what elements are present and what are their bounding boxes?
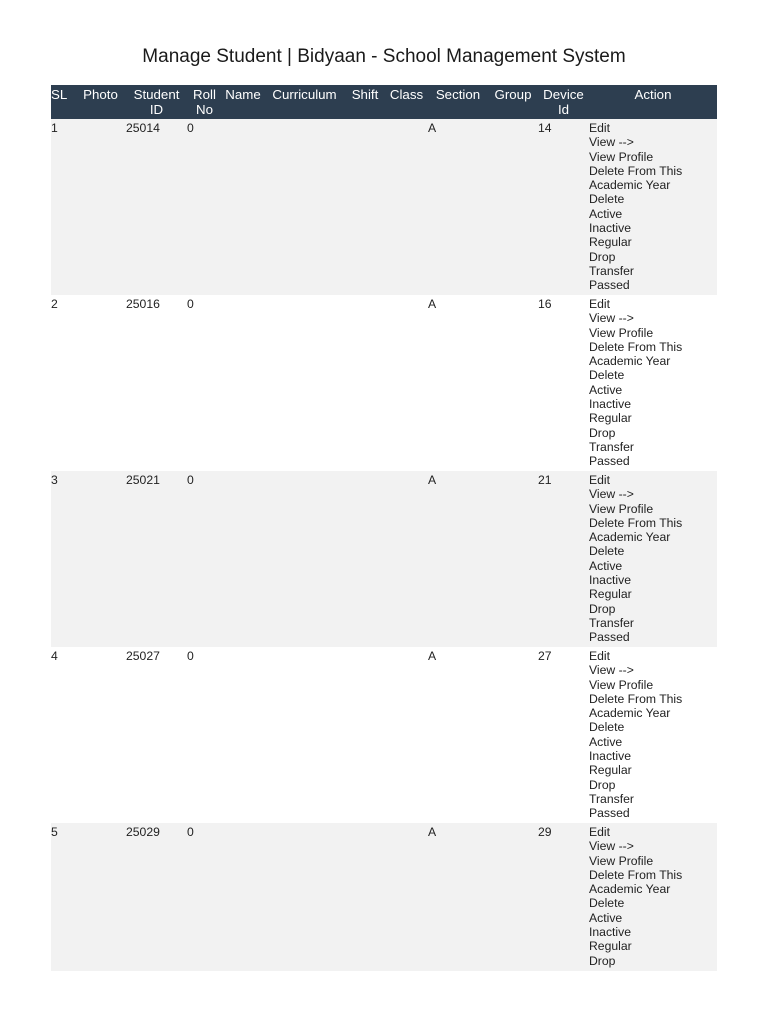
cell-name bbox=[222, 295, 264, 471]
action-link-delete[interactable]: Delete bbox=[589, 896, 625, 911]
cell-sl: 4 bbox=[51, 647, 75, 823]
col-header-group[interactable]: Group bbox=[488, 85, 538, 119]
action-link-view[interactable]: View --> bbox=[589, 311, 634, 326]
col-header-action: Action bbox=[589, 85, 717, 119]
col-header-curriculum[interactable]: Curriculum bbox=[264, 85, 345, 119]
action-link-edit[interactable]: Edit bbox=[589, 297, 611, 311]
cell-roll-no: 0 bbox=[187, 823, 222, 971]
action-link-active[interactable]: Active bbox=[589, 910, 623, 925]
action-link-delete[interactable]: Delete bbox=[589, 368, 625, 383]
action-link-view-profile[interactable]: View Profile bbox=[589, 853, 654, 868]
cell-section: A bbox=[428, 295, 488, 471]
action-link-academic-year[interactable]: Academic Year bbox=[589, 530, 671, 545]
action-link-drop[interactable]: Drop bbox=[589, 601, 616, 616]
col-header-shift[interactable]: Shift bbox=[345, 85, 385, 119]
cell-name bbox=[222, 119, 264, 295]
cell-curriculum bbox=[264, 295, 345, 471]
action-link-delete-from-this[interactable]: Delete From This bbox=[589, 163, 683, 178]
action-link-delete[interactable]: Delete bbox=[589, 720, 625, 735]
action-link-academic-year[interactable]: Academic Year bbox=[589, 882, 671, 897]
action-link-inactive[interactable]: Inactive bbox=[589, 925, 632, 940]
action-link-view-profile[interactable]: View Profile bbox=[589, 149, 654, 164]
action-link-transfer[interactable]: Transfer bbox=[589, 615, 634, 630]
table-row bbox=[51, 823, 717, 971]
cell-curriculum bbox=[264, 119, 345, 295]
action-link-active[interactable]: Active bbox=[589, 382, 623, 397]
action-link-delete-from-this[interactable]: Delete From This bbox=[589, 515, 683, 530]
cell-actions bbox=[589, 647, 717, 823]
action-link-delete-from-this[interactable]: Delete From This bbox=[589, 867, 683, 882]
cell-actions bbox=[589, 471, 717, 647]
cell-device-id: 27 bbox=[538, 647, 589, 823]
cell-student-id: 25014 bbox=[126, 119, 187, 295]
cell-shift bbox=[345, 471, 385, 647]
col-header-student-id-line2: ID bbox=[149, 102, 164, 117]
table-row bbox=[51, 295, 717, 471]
cell-roll-no: 0 bbox=[187, 119, 222, 295]
cell-device-id: 29 bbox=[538, 823, 589, 971]
cell-sl: 5 bbox=[51, 823, 75, 971]
cell-photo bbox=[75, 295, 126, 471]
cell-name bbox=[222, 823, 264, 971]
action-link-regular[interactable]: Regular bbox=[589, 235, 632, 250]
cell-actions bbox=[589, 119, 717, 295]
cell-device-id: 21 bbox=[538, 471, 589, 647]
cell-device-id: 14 bbox=[538, 119, 589, 295]
action-link-academic-year[interactable]: Academic Year bbox=[589, 178, 671, 193]
cell-class bbox=[385, 647, 428, 823]
action-link-drop[interactable]: Drop bbox=[589, 777, 616, 792]
col-header-photo[interactable]: Photo bbox=[75, 85, 126, 119]
col-header-roll-no-line1: Roll bbox=[193, 87, 216, 102]
action-link-regular[interactable]: Regular bbox=[589, 587, 632, 602]
table-header bbox=[51, 85, 717, 119]
cell-shift bbox=[345, 295, 385, 471]
action-link-view-profile[interactable]: View Profile bbox=[589, 325, 654, 340]
cell-section: A bbox=[428, 823, 488, 971]
table-row bbox=[51, 471, 717, 647]
cell-curriculum bbox=[264, 471, 345, 647]
col-header-device-id-line2: Id bbox=[557, 102, 570, 117]
action-link-academic-year[interactable]: Academic Year bbox=[589, 354, 671, 369]
cell-sl: 2 bbox=[51, 295, 75, 471]
action-link-regular[interactable]: Regular bbox=[589, 411, 632, 426]
action-link-delete-from-this[interactable]: Delete From This bbox=[589, 691, 683, 706]
cell-group bbox=[488, 471, 538, 647]
action-link-regular[interactable]: Regular bbox=[589, 939, 632, 954]
action-link-inactive[interactable]: Inactive bbox=[589, 221, 632, 236]
action-link-edit[interactable]: Edit bbox=[589, 825, 611, 839]
cell-section: A bbox=[428, 647, 488, 823]
cell-class bbox=[385, 119, 428, 295]
cell-actions bbox=[589, 823, 717, 971]
cell-shift bbox=[345, 119, 385, 295]
col-header-name[interactable]: Name bbox=[222, 85, 264, 119]
action-link-view-profile[interactable]: View Profile bbox=[589, 677, 654, 692]
cell-name bbox=[222, 647, 264, 823]
col-header-roll-no[interactable] bbox=[187, 85, 222, 119]
table-row bbox=[51, 119, 717, 295]
action-link-delete[interactable]: Delete bbox=[589, 544, 625, 559]
cell-curriculum bbox=[264, 647, 345, 823]
cell-photo bbox=[75, 823, 126, 971]
col-header-roll-no-line2: No bbox=[196, 102, 213, 117]
action-link-view[interactable]: View --> bbox=[589, 663, 634, 678]
cell-roll-no: 0 bbox=[187, 647, 222, 823]
action-link-drop[interactable]: Drop bbox=[589, 249, 616, 264]
cell-roll-no: 0 bbox=[187, 295, 222, 471]
cell-class bbox=[385, 471, 428, 647]
col-header-sl[interactable]: SL bbox=[51, 85, 75, 119]
cell-name bbox=[222, 471, 264, 647]
col-header-student-id-line1: Student bbox=[133, 87, 180, 102]
action-link-inactive[interactable]: Inactive bbox=[589, 749, 632, 764]
action-link-view[interactable]: View --> bbox=[589, 135, 634, 150]
action-link-drop[interactable]: Drop bbox=[589, 425, 616, 440]
cell-group bbox=[488, 295, 538, 471]
action-link-inactive[interactable]: Inactive bbox=[589, 397, 632, 412]
action-link-transfer[interactable]: Transfer bbox=[589, 439, 634, 454]
col-header-student-id[interactable] bbox=[126, 85, 187, 119]
action-link-edit[interactable]: Edit bbox=[589, 121, 611, 135]
action-link-active[interactable]: Active bbox=[589, 206, 623, 221]
cell-photo bbox=[75, 119, 126, 295]
cell-group bbox=[488, 823, 538, 971]
action-link-passed[interactable]: Passed bbox=[589, 454, 630, 469]
students-table bbox=[51, 85, 717, 971]
col-header-device-id[interactable] bbox=[538, 85, 589, 119]
action-link-transfer[interactable]: Transfer bbox=[589, 791, 634, 806]
action-link-edit[interactable]: Edit bbox=[589, 649, 611, 663]
table-header-row bbox=[51, 85, 717, 119]
cell-student-id: 25021 bbox=[126, 471, 187, 647]
cell-group bbox=[488, 119, 538, 295]
action-link-delete[interactable]: Delete bbox=[589, 192, 625, 207]
action-link-view[interactable]: View --> bbox=[589, 487, 634, 502]
cell-class bbox=[385, 295, 428, 471]
cell-shift bbox=[345, 823, 385, 971]
table-body bbox=[51, 119, 717, 971]
cell-student-id: 25027 bbox=[126, 647, 187, 823]
col-header-device-id-line1: Device bbox=[543, 87, 584, 102]
action-link-active[interactable]: Active bbox=[589, 558, 623, 573]
cell-photo bbox=[75, 471, 126, 647]
cell-shift bbox=[345, 647, 385, 823]
cell-section: A bbox=[428, 471, 488, 647]
action-link-edit[interactable]: Edit bbox=[589, 473, 611, 487]
action-link-active[interactable]: Active bbox=[589, 734, 623, 749]
table-row bbox=[51, 647, 717, 823]
action-link-inactive[interactable]: Inactive bbox=[589, 573, 632, 588]
cell-photo bbox=[75, 647, 126, 823]
col-header-section[interactable]: Section bbox=[428, 85, 488, 119]
action-link-passed[interactable]: Passed bbox=[589, 630, 630, 645]
cell-section: A bbox=[428, 119, 488, 295]
action-link-delete-from-this[interactable]: Delete From This bbox=[589, 339, 683, 354]
action-link-regular[interactable]: Regular bbox=[589, 763, 632, 778]
cell-device-id: 16 bbox=[538, 295, 589, 471]
cell-actions bbox=[589, 295, 717, 471]
page-title: Manage Student | Bidyaan - School Management System bbox=[142, 46, 626, 67]
action-link-academic-year[interactable]: Academic Year bbox=[589, 706, 671, 721]
action-link-drop[interactable]: Drop bbox=[589, 953, 616, 968]
action-link-view-profile[interactable]: View Profile bbox=[589, 501, 654, 516]
action-link-transfer[interactable]: Transfer bbox=[589, 263, 634, 278]
cell-group bbox=[488, 647, 538, 823]
action-link-passed[interactable]: Passed bbox=[589, 806, 630, 821]
cell-class bbox=[385, 823, 428, 971]
action-link-passed[interactable]: Passed bbox=[589, 278, 630, 293]
cell-roll-no: 0 bbox=[187, 471, 222, 647]
cell-curriculum bbox=[264, 823, 345, 971]
col-header-class[interactable]: Class bbox=[385, 85, 428, 119]
cell-student-id: 25016 bbox=[126, 295, 187, 471]
action-link-view[interactable]: View --> bbox=[589, 839, 634, 854]
cell-sl: 3 bbox=[51, 471, 75, 647]
cell-sl: 1 bbox=[51, 119, 75, 295]
cell-student-id: 25029 bbox=[126, 823, 187, 971]
